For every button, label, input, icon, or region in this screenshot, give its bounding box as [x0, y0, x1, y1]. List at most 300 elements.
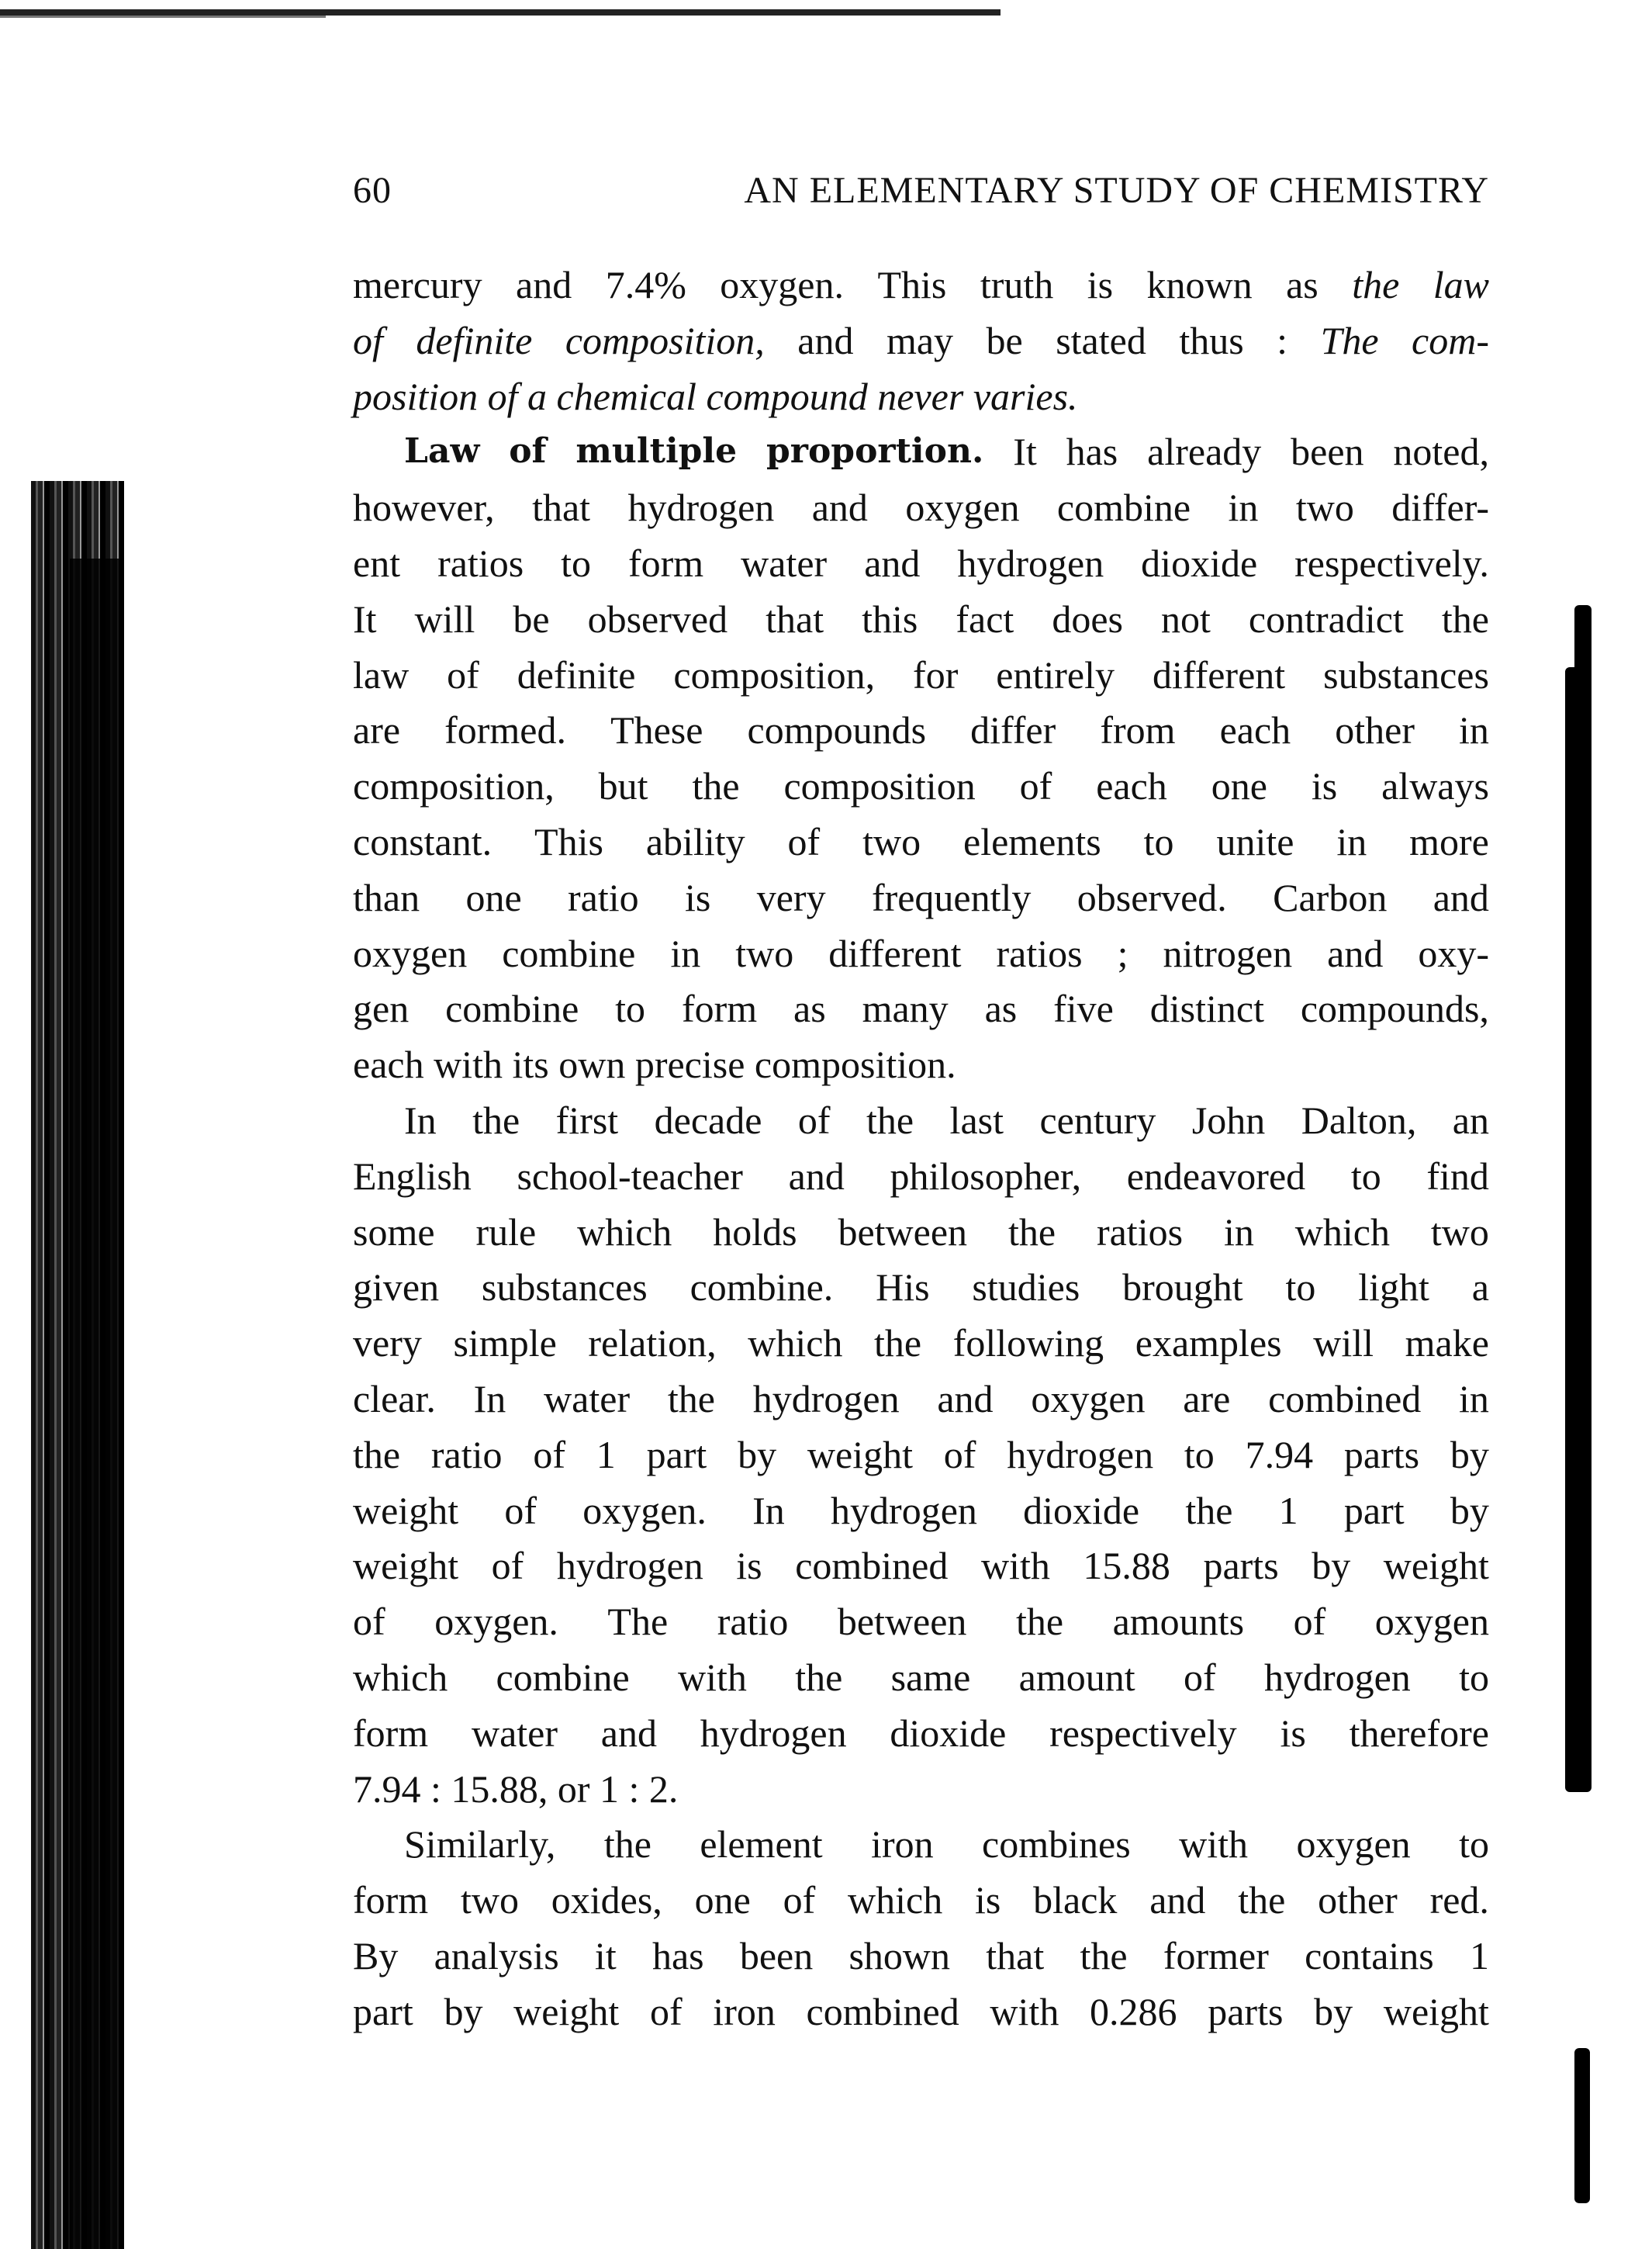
text-run: the	[692, 764, 740, 808]
text-run: of	[787, 820, 821, 863]
text-run: as	[1286, 263, 1318, 306]
text-run: combine	[1056, 486, 1191, 530]
text-run: ratios	[1096, 1209, 1184, 1254]
text-run: examples	[1135, 1321, 1282, 1365]
text-run: between	[837, 1600, 967, 1644]
text-run: and	[1433, 875, 1489, 919]
text-run: one	[465, 875, 522, 919]
text-run: a	[1471, 1265, 1489, 1310]
text-run: composition	[783, 764, 976, 808]
text-run: truth	[980, 263, 1054, 306]
text-run: the	[1441, 597, 1489, 641]
text-line	[353, 424, 1489, 479]
text-run: of	[504, 1488, 537, 1532]
text-run: the	[1007, 1209, 1056, 1254]
text-run: substances	[1323, 652, 1489, 697]
text-run: 7.94 : 15.88, or 1 : 2.	[353, 1766, 679, 1811]
text-run: analysis	[434, 1934, 559, 1977]
text-run: already	[1147, 430, 1262, 474]
text-run: part	[646, 1432, 707, 1476]
text-run: each	[1096, 764, 1167, 808]
text-run: the	[1185, 1488, 1233, 1532]
text-run: has	[651, 1934, 704, 1977]
text-run: observed	[587, 597, 728, 641]
text-run: light	[1358, 1265, 1429, 1310]
text-run: by	[1314, 1989, 1353, 2033]
text-run: may	[886, 318, 954, 362]
text-run: combined	[795, 1544, 949, 1588]
text-run: These	[610, 708, 703, 753]
text-run: parts	[1208, 1989, 1284, 2033]
text-run: parts	[1203, 1544, 1279, 1588]
text-run: respectively	[1049, 1711, 1237, 1755]
text-run: been	[739, 1934, 814, 1977]
text-run: endeavored	[1126, 1154, 1306, 1198]
text-run: of	[533, 1432, 565, 1476]
text-run: 1	[1469, 1934, 1489, 1977]
text-run: by	[738, 1432, 777, 1476]
text-run: combined	[806, 1989, 959, 2033]
text-run: oxides,	[551, 1878, 662, 1922]
text-run: noted,	[1393, 430, 1489, 474]
text-run: substances	[481, 1265, 648, 1310]
text-run: in	[1223, 1209, 1254, 1254]
text-run: of	[943, 1432, 976, 1476]
text-run: but	[598, 764, 648, 808]
text-run: constant.	[353, 820, 492, 863]
italic-text: of	[353, 318, 383, 362]
text-run: hydrogen	[1263, 1656, 1411, 1699]
text-run: In	[404, 1099, 437, 1142]
text-run: decade	[654, 1099, 762, 1142]
text-line	[353, 1372, 1489, 1426]
text-run: and	[797, 318, 854, 362]
text-run: brought	[1122, 1265, 1243, 1310]
text-run: other	[1335, 708, 1415, 753]
text-run: In	[473, 1377, 506, 1420]
text-run: the	[874, 1321, 922, 1365]
text-run: other	[1318, 1878, 1398, 1922]
text-run: of	[1019, 764, 1052, 808]
text-run: oxygen	[905, 486, 1020, 530]
text-run: to	[1184, 1432, 1215, 1476]
text-run: philosopher,	[890, 1154, 1082, 1198]
running-header	[353, 169, 1489, 216]
text-run: some	[353, 1209, 435, 1254]
text-run: than	[353, 875, 420, 919]
running-title: AN ELEMENTARY STUDY OF CHEMISTRY	[744, 170, 1489, 211]
italic-text: law	[1433, 263, 1489, 306]
text-run: many	[862, 987, 949, 1031]
text-run: John	[1191, 1099, 1266, 1142]
text-run: definite	[517, 652, 636, 697]
text-run: make	[1405, 1321, 1489, 1365]
text-run: with	[1179, 1822, 1249, 1867]
text-run: hydrogen	[556, 1544, 703, 1588]
text-run: following	[952, 1321, 1104, 1365]
text-line	[353, 1984, 1489, 2039]
text-run: water	[741, 541, 828, 585]
text-run: in	[1459, 1377, 1489, 1420]
italic-text: composition,	[565, 318, 765, 362]
text-run: of	[783, 1878, 816, 1922]
text-run: century	[1039, 1099, 1156, 1142]
text-run: It	[1013, 430, 1037, 474]
italic-text: definite	[416, 318, 533, 362]
text-run: is	[1087, 263, 1114, 306]
text-run: the	[1015, 1600, 1064, 1644]
text-line	[353, 313, 1489, 368]
text-run: differ-	[1391, 486, 1489, 530]
text-run: which	[748, 1321, 843, 1365]
text-run: relation,	[588, 1321, 717, 1365]
text-run: which	[353, 1656, 448, 1699]
text-line	[353, 1706, 1489, 1760]
text-line	[353, 648, 1489, 702]
text-run: is	[1311, 764, 1338, 808]
scan-edge-line	[0, 9, 1001, 16]
text-run: oxygen	[353, 931, 468, 975]
text-run: amount	[1018, 1656, 1135, 1699]
text-run: and	[600, 1711, 657, 1755]
text-run: compounds	[747, 708, 927, 753]
text-run: By	[353, 1934, 399, 1977]
text-run: to	[1143, 820, 1174, 863]
text-run: combine	[496, 1656, 630, 1699]
text-run: respectively.	[1294, 541, 1489, 585]
text-run: has	[1066, 430, 1118, 474]
bold-heading: Law	[404, 431, 480, 472]
text-line	[353, 1650, 1489, 1704]
text-line	[353, 1762, 1489, 1816]
text-line	[353, 926, 1489, 981]
text-run: are	[353, 708, 401, 753]
text-run: different	[828, 931, 962, 975]
scan-binding-shadow	[70, 559, 124, 2249]
text-run: which	[1294, 1209, 1390, 1254]
text-run: ability	[645, 820, 745, 863]
text-run: of	[797, 1099, 831, 1142]
text-run: contradict	[1248, 597, 1404, 641]
text-line	[353, 1929, 1489, 1983]
text-run: the	[353, 1432, 401, 1476]
text-run: school-teacher	[517, 1154, 743, 1198]
text-run: former	[1163, 1934, 1269, 1977]
text-run: is	[975, 1878, 1001, 1922]
text-run: English	[353, 1154, 472, 1198]
text-run: entirely	[996, 652, 1115, 697]
text-line	[353, 1594, 1489, 1649]
text-run: shown	[848, 1934, 951, 1977]
text-run: the	[1238, 1878, 1286, 1922]
text-run: formed.	[444, 708, 566, 753]
text-run: two	[1430, 1209, 1489, 1254]
text-run: in	[1336, 820, 1367, 863]
text-run: and	[516, 263, 572, 306]
text-run: more	[1409, 820, 1489, 863]
text-run: first	[555, 1099, 619, 1142]
text-run: iron	[871, 1822, 934, 1867]
text-run: the	[866, 1099, 914, 1142]
text-line	[353, 1093, 1489, 1147]
text-run: with	[980, 1544, 1050, 1588]
text-run: 7.4%	[605, 263, 686, 306]
text-run: one	[694, 1878, 751, 1922]
text-run: oxygen.	[582, 1488, 707, 1532]
text-run: of	[491, 1544, 524, 1588]
text-run: fact	[956, 597, 1014, 641]
text-run: hydrogen	[700, 1711, 847, 1755]
text-run: weight	[1383, 1989, 1489, 2033]
text-run: In	[752, 1488, 785, 1532]
text-run: this	[862, 597, 918, 641]
text-run: the	[1080, 1934, 1128, 1977]
text-run: The	[607, 1600, 669, 1644]
text-run: 0.286	[1090, 1989, 1177, 2033]
text-line	[353, 1149, 1489, 1203]
text-run: the	[603, 1822, 651, 1867]
text-run: by	[444, 1989, 483, 2033]
text-run: of	[1183, 1656, 1216, 1699]
italic-text: The	[1320, 318, 1379, 362]
text-run: each with its own precise composition.	[353, 1043, 956, 1087]
text-run: in	[670, 931, 701, 975]
text-run: 1	[1278, 1488, 1298, 1532]
text-run: holds	[713, 1209, 797, 1254]
text-run: form	[353, 1878, 429, 1922]
text-run: combines	[982, 1822, 1131, 1867]
text-run: of	[649, 1989, 683, 2033]
text-run: to	[1350, 1154, 1381, 1198]
text-run: hydrogen	[627, 486, 775, 530]
text-line	[353, 815, 1489, 869]
text-run: always	[1381, 764, 1489, 808]
text-line	[353, 1817, 1489, 1871]
text-run: two	[862, 820, 921, 863]
text-line	[353, 759, 1489, 813]
text-run: very	[353, 1321, 422, 1365]
text-run: different	[1152, 652, 1286, 697]
text-run: hydrogen	[957, 541, 1104, 585]
text-run: from	[1100, 708, 1176, 753]
text-run: with	[990, 1989, 1059, 2033]
text-run: ;	[1117, 931, 1128, 975]
text-run: is	[1280, 1711, 1306, 1755]
text-run: the	[795, 1656, 843, 1699]
text-run: combine.	[689, 1265, 834, 1310]
text-line	[353, 536, 1489, 590]
text-run: clear.	[353, 1377, 436, 1420]
text-line	[353, 1260, 1489, 1314]
text-run: mercury	[353, 263, 482, 306]
text-line	[353, 1427, 1489, 1482]
text-run: combined	[1268, 1377, 1422, 1420]
text-run: oxy-	[1418, 931, 1489, 975]
text-run: oxygen	[1296, 1822, 1411, 1867]
text-run: therefore	[1349, 1711, 1489, 1755]
text-run: to	[1285, 1265, 1316, 1310]
text-run: thus	[1179, 318, 1244, 362]
text-run: very	[756, 875, 826, 919]
text-line	[353, 258, 1489, 312]
text-run: oxygen	[1031, 1377, 1146, 1420]
italic-text: the	[1352, 263, 1400, 306]
text-run: and	[937, 1377, 994, 1420]
text-run: hydrogen	[1007, 1432, 1154, 1476]
text-run: form	[628, 541, 704, 585]
bold-heading: multiple	[575, 431, 738, 472]
text-run: composition,	[353, 764, 555, 808]
text-run: iron	[713, 1989, 776, 2033]
text-run: hydrogen	[752, 1377, 900, 1420]
text-run: weight	[807, 1432, 913, 1476]
text-run: and	[811, 486, 868, 530]
text-run: law	[353, 652, 410, 697]
text-line	[353, 981, 1489, 1036]
text-run: oxygen.	[720, 263, 844, 306]
text-run: last	[949, 1099, 1004, 1142]
text-run: by	[1450, 1488, 1489, 1532]
text-run: as	[793, 987, 826, 1031]
text-run: find	[1426, 1154, 1489, 1198]
text-run: however,	[353, 486, 495, 530]
scan-edge-line	[0, 16, 326, 18]
scan-edge-mark	[1565, 667, 1592, 1792]
text-run: an	[1452, 1099, 1489, 1142]
text-run: It	[353, 597, 377, 641]
text-run: will	[1313, 1321, 1374, 1365]
text-line	[353, 1873, 1489, 1927]
text-run: that	[986, 1934, 1045, 1977]
text-run: for	[913, 652, 959, 697]
text-run: not	[1161, 597, 1211, 641]
text-run: oxygen.	[434, 1600, 558, 1644]
text-run: is	[736, 1544, 762, 1588]
text-run: been	[1291, 430, 1364, 474]
text-run: form	[353, 1711, 429, 1755]
text-run: and	[864, 541, 921, 585]
text-run: unite	[1216, 820, 1294, 863]
text-run: that	[532, 486, 591, 530]
text-run: dioxide	[890, 1711, 1007, 1755]
text-run: studies	[972, 1265, 1080, 1310]
text-run: as	[984, 987, 1018, 1031]
text-run: ent	[353, 541, 401, 585]
text-run: differ	[970, 708, 1056, 753]
text-run: with	[678, 1656, 747, 1699]
text-run: be	[986, 318, 1023, 362]
text-run: in	[1459, 708, 1489, 753]
text-run: ratio	[717, 1600, 789, 1644]
text-run: each	[1219, 708, 1291, 753]
text-run: contains	[1305, 1934, 1434, 1977]
text-run: part	[353, 1989, 413, 2033]
text-run: observed.	[1077, 875, 1227, 919]
text-run: This	[534, 820, 603, 863]
bold-heading: proportion.	[766, 431, 984, 472]
text-run: and	[1327, 931, 1384, 975]
text-run: weight	[1383, 1544, 1489, 1588]
text-run: black	[1033, 1878, 1118, 1922]
text-line	[353, 703, 1489, 757]
text-run: it	[594, 1934, 617, 1977]
italic-text: com-	[1412, 318, 1489, 362]
text-run: form	[681, 987, 758, 1031]
text-run: is	[685, 875, 711, 919]
text-run: known	[1146, 263, 1253, 306]
text-run: one	[1211, 764, 1267, 808]
text-run: stated	[1056, 318, 1146, 362]
scan-edge-mark	[1574, 2048, 1590, 2203]
text-run: and	[1149, 1878, 1206, 1922]
text-line	[353, 1483, 1489, 1538]
text-run: of	[1293, 1600, 1326, 1644]
text-run: water	[471, 1711, 558, 1755]
text-run: element	[700, 1822, 823, 1867]
text-run: 1	[596, 1432, 616, 1476]
text-run: combine	[502, 931, 636, 975]
text-run: same	[890, 1656, 971, 1699]
text-run: two	[735, 931, 794, 975]
text-run: of	[447, 652, 479, 697]
text-run: between	[838, 1209, 968, 1254]
text-run: combine	[445, 987, 579, 1031]
text-run: to	[561, 541, 592, 585]
text-line	[353, 480, 1489, 535]
text-run: distinct	[1149, 987, 1264, 1031]
text-run: amounts	[1112, 1600, 1245, 1644]
text-run: two	[1295, 486, 1354, 530]
text-run: and	[788, 1154, 845, 1198]
text-run: compounds,	[1300, 987, 1489, 1031]
text-run: 7.94	[1245, 1432, 1314, 1476]
text-run: rule	[475, 1209, 537, 1254]
text-run: Carbon	[1273, 875, 1388, 919]
text-run: five	[1053, 987, 1114, 1031]
text-line	[353, 1316, 1489, 1370]
text-run: Dalton,	[1301, 1099, 1417, 1142]
text-run: :	[1277, 318, 1288, 362]
text-run: part	[1343, 1488, 1405, 1532]
text-run: ratios	[437, 541, 524, 585]
text-run: are	[1183, 1377, 1231, 1420]
text-line	[353, 1538, 1489, 1593]
text-run: water	[544, 1377, 631, 1420]
text-run: to	[615, 987, 646, 1031]
text-run: dioxide	[1141, 541, 1258, 585]
text-run: elements	[963, 820, 1101, 863]
text-line	[353, 1205, 1489, 1259]
italic-text: position of a chemical compound never varies.	[353, 374, 1078, 418]
text-line	[353, 1037, 1489, 1092]
text-run: nitrogen	[1163, 931, 1293, 975]
text-run: ratio	[568, 875, 639, 919]
text-run: parts	[1343, 1432, 1420, 1476]
text-run: ratios	[996, 931, 1083, 975]
text-run: ratio	[430, 1432, 503, 1476]
text-run: to	[1459, 1656, 1489, 1699]
text-run: frequently	[871, 875, 1032, 919]
text-run: the	[667, 1377, 715, 1420]
text-run: oxygen	[1374, 1600, 1489, 1644]
text-run: does	[1052, 597, 1123, 641]
bold-heading: of	[509, 431, 547, 472]
text-run: gen	[353, 987, 410, 1031]
text-run: in	[1228, 486, 1259, 530]
text-run: the	[472, 1099, 520, 1142]
text-run: His	[876, 1265, 930, 1310]
text-run: to	[1459, 1822, 1489, 1867]
